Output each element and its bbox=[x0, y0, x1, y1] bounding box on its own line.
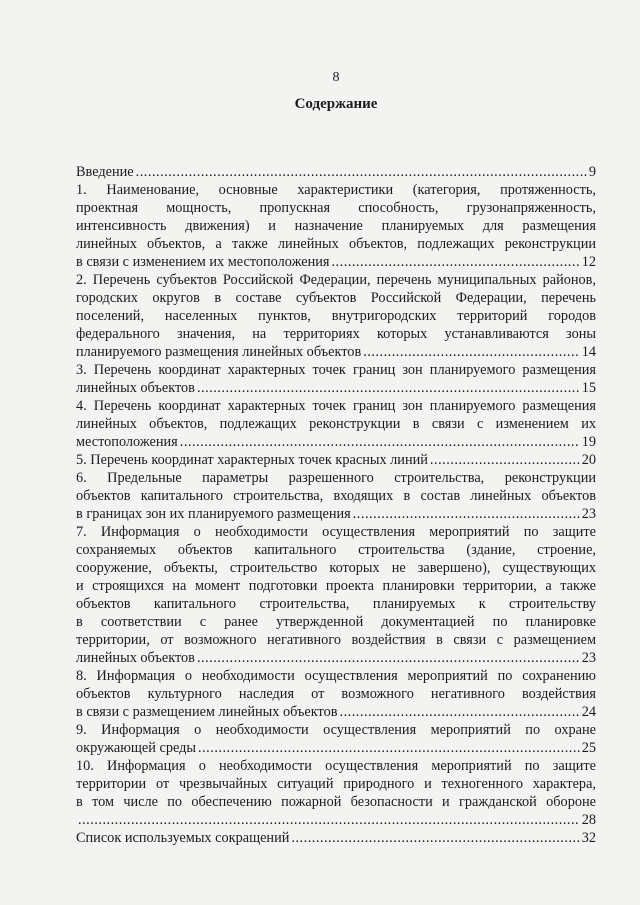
toc-page-number: 12 bbox=[581, 254, 596, 270]
toc-page-number: 20 bbox=[581, 452, 596, 468]
toc-page-number: 15 bbox=[581, 380, 596, 396]
dot-leader bbox=[136, 163, 587, 181]
dot-leader bbox=[197, 649, 580, 667]
toc-entry-line: территории, от возможного негативного воздействия в связи с размещением bbox=[76, 632, 596, 648]
toc-entry[interactable] bbox=[76, 721, 596, 757]
toc-entry-line: 2. Перечень субъектов Российской Федерации, перечень муниципальных районов, bbox=[76, 272, 596, 288]
toc-entry-line: городских округов в составе субъектов Российской Федерации, перечень bbox=[76, 290, 596, 306]
toc-entry-line: 6. Предельные параметры разрешенного строительства, реконструкции bbox=[76, 470, 596, 486]
dot-leader bbox=[291, 829, 579, 847]
toc-entry-line: 10. Информация о необходимости осуществления мероприятий по защите bbox=[76, 758, 596, 774]
dot-leader bbox=[197, 379, 580, 397]
toc-entry[interactable] bbox=[76, 667, 596, 721]
dot-leader bbox=[353, 505, 580, 523]
toc-entry-line: и строящихся на момент подготовки проекта планировки территории, а также bbox=[76, 578, 596, 594]
toc-entry[interactable] bbox=[76, 523, 596, 667]
toc-leader-line bbox=[76, 451, 596, 469]
toc-entry-line: сооружение, объекты, строительство которых не завершено), существующих bbox=[76, 560, 596, 576]
toc-entry[interactable] bbox=[76, 163, 596, 181]
toc-entry-last-line: в границах зон их планируемого размещения bbox=[76, 506, 351, 522]
toc-leader-line bbox=[76, 829, 596, 847]
toc-entry-line: объектов культурного наследия от возможного негативного воздействия bbox=[76, 686, 596, 702]
toc-leader-line bbox=[76, 505, 596, 523]
toc-entry-line: федерального значения, на территориях которых устанавливаются зоны bbox=[76, 326, 596, 342]
toc-entry[interactable] bbox=[76, 397, 596, 451]
toc-leader-line bbox=[76, 163, 596, 181]
toc-entry[interactable] bbox=[76, 451, 596, 469]
dot-leader bbox=[78, 811, 580, 829]
toc-leader-line bbox=[76, 343, 596, 361]
toc-entry-line: территории от чрезвычайных ситуаций природного и техногенного характера, bbox=[76, 776, 596, 792]
toc-entry-line: объектов капитального строительства, входящих в состав линейных объектов bbox=[76, 488, 596, 504]
dot-leader bbox=[340, 703, 580, 721]
toc-page-number: 25 bbox=[581, 740, 596, 756]
toc-entry[interactable] bbox=[76, 757, 596, 829]
toc-entry-last-line: в связи с изменением их местоположения bbox=[76, 254, 330, 270]
toc-entry-line: 1. Наименование, основные характеристики (категория, протяженность, bbox=[76, 182, 596, 198]
toc-leader-line bbox=[76, 739, 596, 757]
table-of-contents bbox=[76, 163, 596, 847]
toc-page-number: 14 bbox=[581, 344, 596, 360]
toc-leader-line bbox=[76, 811, 596, 829]
toc-entry[interactable] bbox=[76, 361, 596, 397]
dot-leader bbox=[180, 433, 580, 451]
toc-entry-line: линейных объектов, подлежащих реконструкции в связи с изменением их bbox=[76, 416, 596, 432]
page-number: 8 bbox=[332, 70, 340, 85]
toc-entry-line: в соответствии с ранее утвержденной документацией по планировке bbox=[76, 614, 596, 630]
toc-entry-line: в том числе по обеспечению пожарной безопасности и гражданской обороне bbox=[76, 794, 596, 810]
toc-leader-line bbox=[76, 649, 596, 667]
toc-entry-line: линейных объектов, а также линейных объектов, подлежащих реконструкции bbox=[76, 236, 596, 252]
toc-entry-last-line: в связи с размещением линейных объектов bbox=[76, 704, 338, 720]
toc-entry-line: 8. Информация о необходимости осуществления мероприятий по сохранению bbox=[76, 668, 596, 684]
toc-entry[interactable] bbox=[76, 181, 596, 271]
toc-entry-last-line: линейных объектов bbox=[76, 650, 195, 666]
toc-entry-last-line: линейных объектов bbox=[76, 380, 195, 396]
dot-leader bbox=[331, 253, 579, 271]
toc-page-number: 28 bbox=[581, 812, 596, 828]
dot-leader bbox=[363, 343, 580, 361]
toc-page-number: 9 bbox=[588, 164, 596, 180]
toc-entry-last-line: Список используемых сокращений bbox=[76, 830, 290, 846]
dot-leader bbox=[430, 451, 580, 469]
toc-entry[interactable] bbox=[76, 469, 596, 523]
toc-entry-last-line: Введение bbox=[76, 164, 134, 180]
toc-entry-line: интенсивность движения) и назначение планируемых для размещения bbox=[76, 218, 596, 234]
toc-page-number: 19 bbox=[581, 434, 596, 450]
toc-leader-line bbox=[76, 253, 596, 271]
toc-leader-line bbox=[76, 703, 596, 721]
toc-entry-line: поселений, населенных пунктов, внутригородских территорий городов bbox=[76, 308, 596, 324]
toc-entry-line: 3. Перечень координат характерных точек границ зон планируемого размещения bbox=[76, 362, 596, 378]
toc-entry-last-line: окружающей среды bbox=[76, 740, 197, 756]
toc-entry-line: сохраняемых объектов капитального строительства (здание, строение, bbox=[76, 542, 596, 558]
toc-leader-line bbox=[76, 379, 596, 397]
toc-entry-line: объектов капитального строительства, планируемых к строительству bbox=[76, 596, 596, 612]
toc-entry[interactable] bbox=[76, 829, 596, 847]
toc-page-number: 32 bbox=[581, 830, 596, 846]
toc-entry[interactable] bbox=[76, 271, 596, 361]
page-title: Содержание bbox=[294, 96, 378, 112]
dot-leader bbox=[198, 739, 580, 757]
toc-entry-line: 4. Перечень координат характерных точек границ зон планируемого размещения bbox=[76, 398, 596, 414]
toc-entry-last-line: планируемого размещения линейных объектов bbox=[76, 344, 362, 360]
toc-entry-last-line: 5. Перечень координат характерных точек красных линий bbox=[76, 452, 428, 468]
toc-entry-line: проектная мощность, пропускная способность, грузонапряженность, bbox=[76, 200, 596, 216]
toc-leader-line bbox=[76, 433, 596, 451]
toc-entry-last-line: местоположения bbox=[76, 434, 178, 450]
toc-entry-line: 9. Информация о необходимости осуществления мероприятий по охране bbox=[76, 722, 596, 738]
toc-entry-line: 7. Информация о необходимости осуществления мероприятий по защите bbox=[76, 524, 596, 540]
toc-page-number: 24 bbox=[581, 704, 596, 720]
toc-page-number: 23 bbox=[581, 506, 596, 522]
toc-page-number: 23 bbox=[581, 650, 596, 666]
